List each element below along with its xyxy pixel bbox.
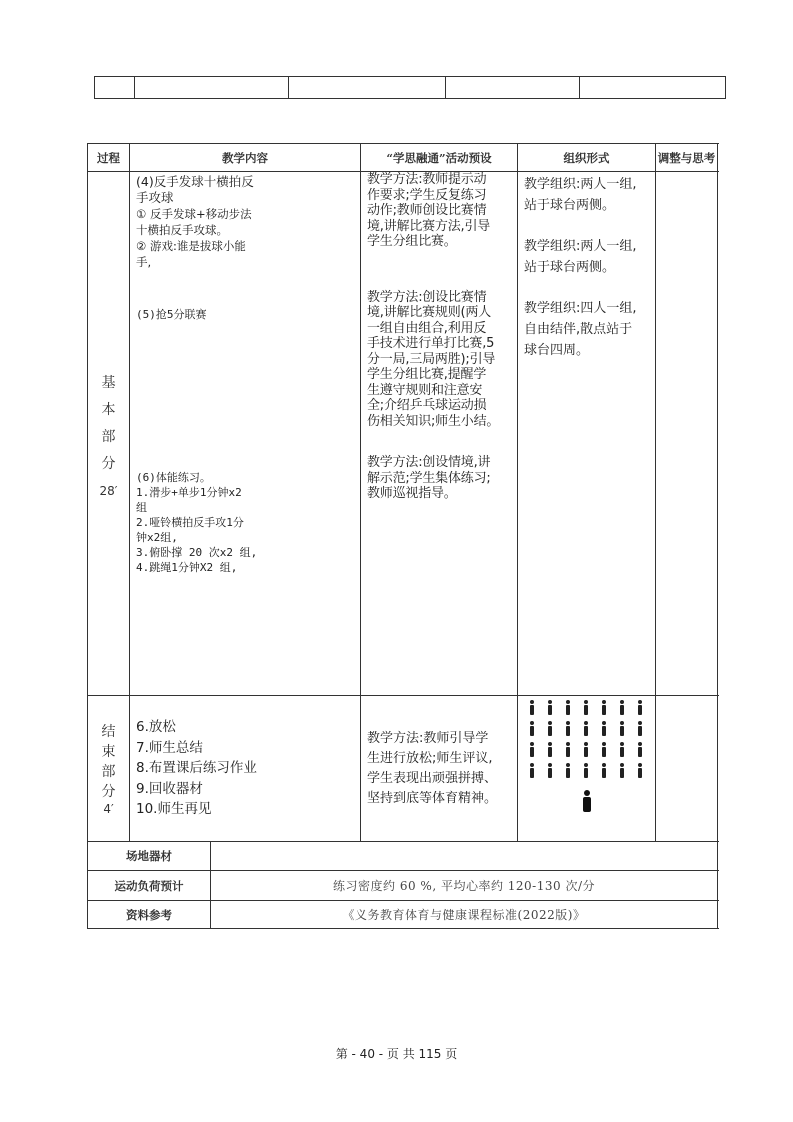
stage-char: 分	[101, 455, 116, 472]
student-icon	[636, 721, 644, 737]
content-block-fitness	[136, 470, 354, 575]
load-value: 练习密度约 60 %, 平均心率约 120-130 次/分	[211, 871, 718, 901]
method-line: 手技术进行单打比赛,5	[367, 336, 495, 351]
load-label: 运动负荷预计	[88, 871, 211, 901]
basic-part-row	[88, 172, 718, 696]
student-icon	[564, 742, 572, 758]
stage-char: 分	[101, 783, 116, 800]
ending-item: 7.师生总结	[136, 739, 203, 756]
ending-item: 10.师生再见	[136, 801, 212, 818]
org-line: 教学组织:两人一组,	[524, 239, 637, 254]
stage-duration: 4′	[103, 801, 114, 816]
org-line: 自由结伴,散点站于	[524, 322, 633, 337]
content-line: 1.滑步+单步1分钟x2	[136, 486, 242, 499]
student-icon	[582, 742, 590, 758]
method-line: 境,讲解比赛方法,引导	[367, 218, 491, 234]
student-icon	[528, 742, 536, 758]
stage-char: 束	[101, 743, 116, 760]
method-line: 伤相关知识;师生小结。	[367, 413, 500, 429]
basic-reflection	[656, 172, 718, 696]
method-block-c	[367, 455, 511, 502]
method-line: 境,讲解比赛规则(两人	[367, 305, 492, 320]
content-line: 4.跳绳1分钟X2 组,	[136, 561, 238, 574]
student-icon	[636, 742, 644, 758]
student-icon	[546, 763, 554, 779]
header-reflection: 调整与思考	[656, 144, 718, 172]
method-line: 生遵守规则和注意安	[367, 382, 483, 398]
reference-label: 资料参考	[88, 901, 211, 929]
org-block-a	[524, 174, 649, 216]
content-block-steps	[136, 206, 354, 270]
header-organization: 组织形式	[518, 144, 656, 172]
stage-char: 本	[101, 401, 116, 418]
header-activity: “学思融通”活动预设	[361, 144, 518, 172]
content-line: 手,	[136, 255, 152, 269]
ending-item: 8.布置课后练习作业	[136, 760, 257, 777]
formation-diagram	[518, 696, 656, 842]
method-line: 生进行放松;师生评议,	[367, 750, 493, 766]
student-icon	[582, 721, 590, 737]
venue-row	[88, 842, 718, 871]
org-line: 站于球台两侧。	[524, 260, 616, 275]
method-block-b	[367, 290, 511, 430]
org-line: 教学组织:四人一组,	[524, 301, 637, 316]
method-line: 教学方法:创设比赛情	[367, 289, 487, 305]
method-line: 学生分组比赛。	[367, 234, 457, 249]
stage-char: 基	[101, 374, 116, 391]
fragment-cell	[95, 77, 135, 99]
previous-table-fragment	[94, 76, 726, 99]
org-line: 站于球台两侧。	[524, 198, 616, 213]
student-icon	[564, 700, 572, 716]
content-line: 3.俯卧撑 20 次x2 组,	[136, 546, 258, 559]
student-icon	[564, 721, 572, 737]
table-header-row	[88, 144, 718, 172]
method-line: 学生表现出顽强拼搏、	[367, 770, 498, 786]
content-block-match: (5)抢5分联赛	[136, 308, 207, 321]
student-icon	[546, 700, 554, 716]
method-line: 分一局,三局两胜);引导	[367, 351, 496, 367]
lesson-plan-table	[87, 143, 718, 929]
method-line: 动作;教师创设比赛情	[367, 203, 487, 218]
stage-char: 部	[101, 428, 116, 445]
fragment-cell	[580, 77, 726, 99]
student-icon	[528, 763, 536, 779]
fragment-cell	[289, 77, 446, 99]
method-block-a	[367, 172, 511, 250]
ending-part-row	[88, 696, 718, 842]
method-line: 学生分组比赛,提醒学	[367, 367, 487, 382]
reference-row	[88, 901, 718, 929]
method-line: 作要求;学生反复练习	[367, 187, 487, 203]
org-line: 球台四周。	[524, 343, 590, 358]
student-icon	[636, 763, 644, 779]
page-number: 第 - 40 - 页 共 115 页	[335, 1047, 458, 1061]
student-icon	[618, 700, 626, 716]
content-line: ② 游戏:谁是拔球小能	[136, 239, 246, 253]
student-icon	[564, 763, 572, 779]
ending-method	[361, 696, 518, 842]
stage-basic	[88, 172, 130, 696]
ending-item: 6.放松	[136, 719, 176, 736]
content-line: 手攻球	[136, 190, 174, 205]
student-icon	[636, 700, 644, 716]
stage-duration: 28′	[99, 483, 118, 498]
student-icon	[600, 763, 608, 779]
student-icon	[528, 721, 536, 737]
org-block-b	[524, 236, 649, 278]
content-line: 组	[136, 501, 147, 514]
student-icon	[618, 721, 626, 737]
student-icon	[528, 700, 536, 716]
student-icon	[582, 763, 590, 779]
method-line: 解示范;学生集体练习;	[367, 470, 491, 486]
org-line: 教学组织:两人一组,	[524, 177, 637, 192]
load-row	[88, 871, 718, 901]
teacher-icon	[582, 790, 592, 812]
student-icon	[600, 742, 608, 758]
student-icon	[600, 700, 608, 716]
ending-item: 9.回收器材	[136, 780, 203, 797]
content-block-backhand	[136, 174, 354, 206]
stage-char: 部	[101, 763, 116, 780]
method-line: 教学方法:教师提示动	[367, 172, 487, 187]
header-process: 过程	[88, 144, 130, 172]
method-line: 教师巡视指导。	[367, 486, 457, 501]
org-block-c	[524, 298, 649, 361]
content-line: 钟x2组,	[136, 531, 178, 544]
student-icon	[582, 700, 590, 716]
student-icon	[546, 742, 554, 758]
ending-reflection	[656, 696, 718, 842]
venue-label: 场地器材	[88, 842, 211, 871]
header-content: 教学内容	[130, 144, 361, 172]
content-line: 十横拍反手攻球。	[136, 223, 228, 237]
student-icon	[618, 742, 626, 758]
method-line: 全;介绍乒乓球运动损	[367, 398, 487, 413]
stage-ending	[88, 696, 130, 842]
basic-content	[130, 172, 361, 696]
content-line: (6)体能练习。	[136, 471, 211, 484]
method-line: 坚持到底等体育精神。	[367, 790, 498, 806]
student-icon	[618, 763, 626, 779]
method-line: 教学方法:教师引导学	[367, 730, 489, 746]
stage-char: 结	[101, 723, 116, 740]
method-line: 教学方法:创设情境,讲	[367, 455, 491, 470]
fragment-cell	[446, 77, 580, 99]
basic-methods	[361, 172, 518, 696]
content-line: ① 反手发球+移动步法	[136, 207, 252, 221]
ending-content	[130, 696, 361, 842]
method-line: 一组自由组合,利用反	[367, 320, 487, 336]
basic-organization	[518, 172, 656, 696]
reference-value: 《义务教育体育与健康课程标准(2022版)》	[211, 901, 718, 929]
venue-value	[211, 842, 718, 871]
student-icon	[546, 721, 554, 737]
content-line: 2.哑铃横拍反手攻1分	[136, 516, 244, 529]
content-line: (4)反手发球十横拍反	[136, 174, 254, 189]
student-icon	[600, 721, 608, 737]
fragment-cell	[135, 77, 289, 99]
